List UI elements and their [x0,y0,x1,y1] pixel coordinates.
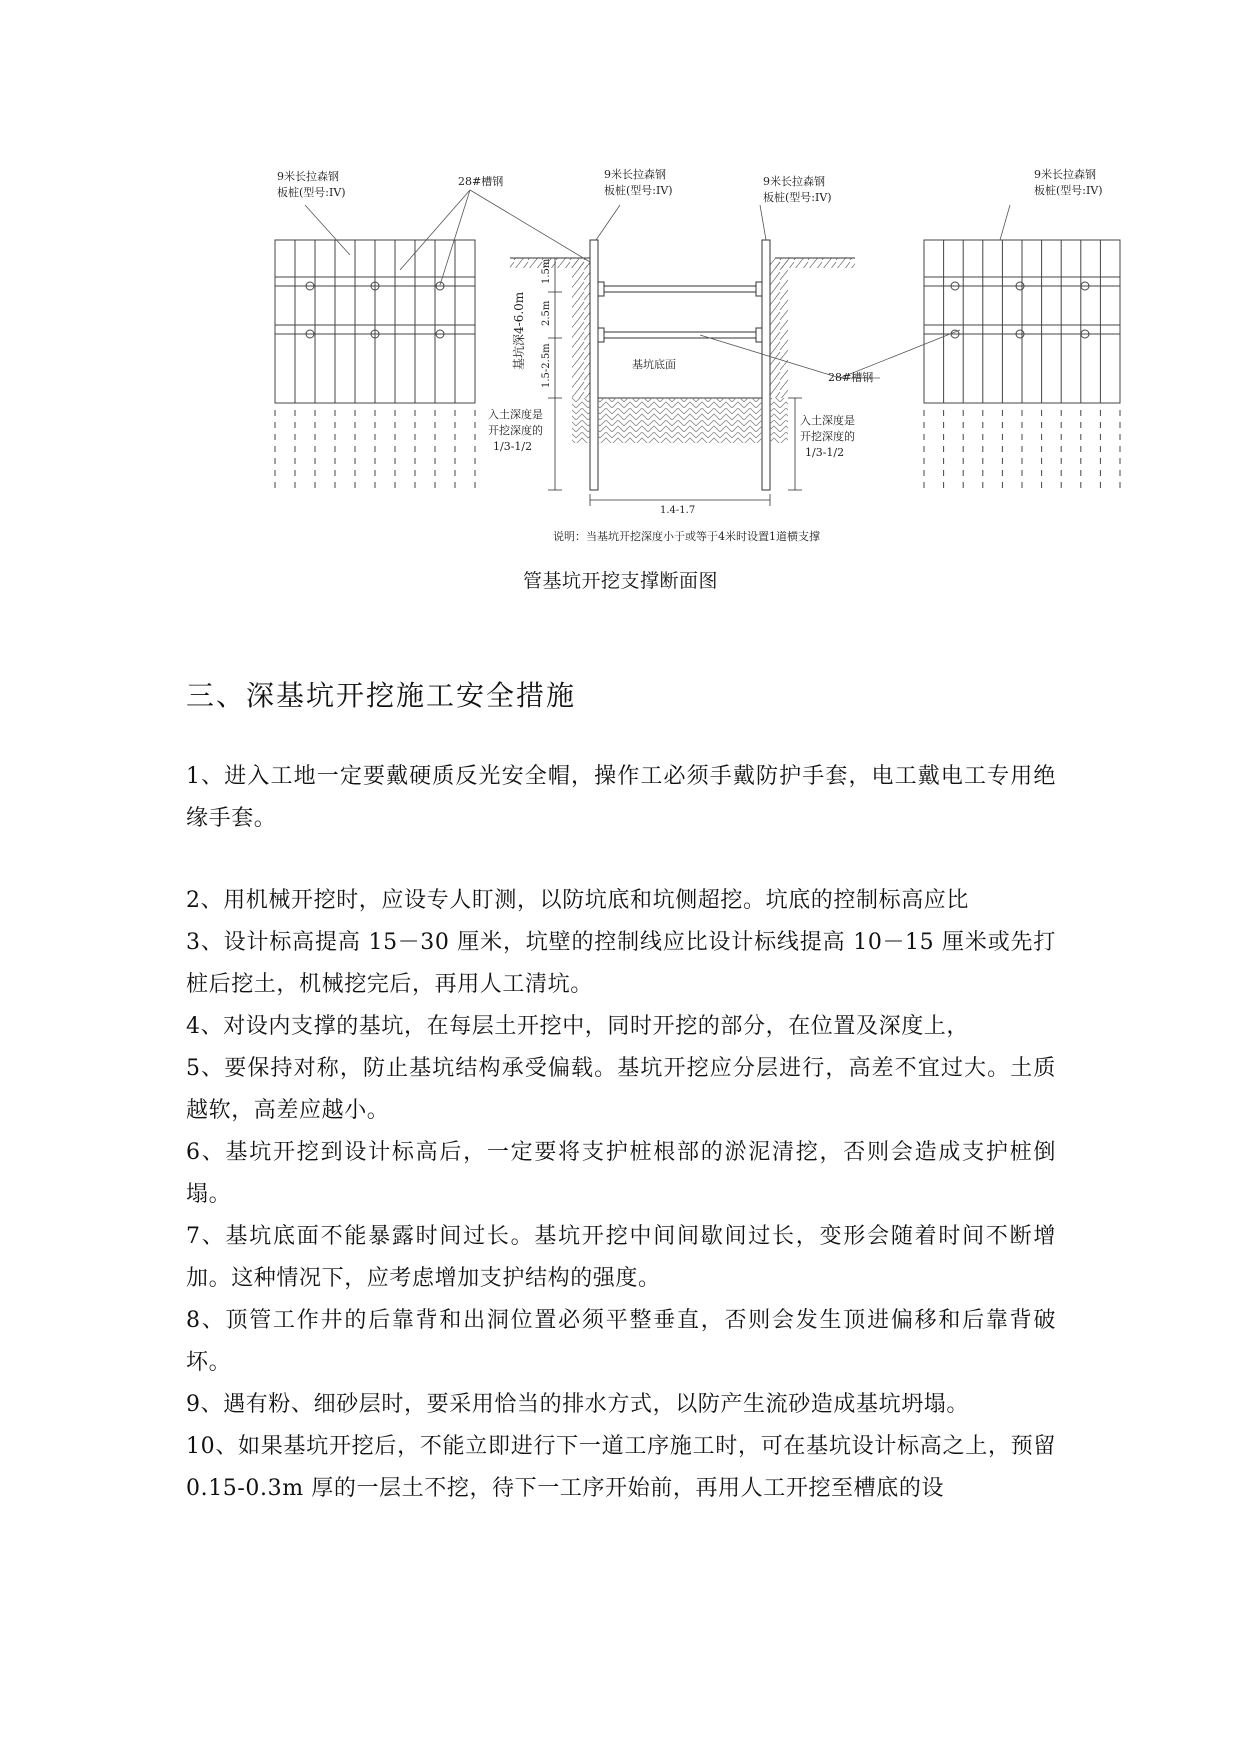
paragraph-2: 2、用机械开挖时，应设专人盯测，以防坑底和坑侧超挖。坑底的控制标高应比 [186,888,969,913]
pit-cross-section [510,240,855,506]
dim-top: 1.5m [541,258,552,284]
leader-lines [305,190,1010,378]
left-pile-label-line1: 9米长拉森钢 [277,170,339,183]
left-embed-line3: 1/3-1/2 [493,440,533,453]
left-sheet-pile-elevation [275,240,475,490]
section-heading: 三、深基坑开挖施工安全措施 [186,679,577,712]
center-right-pile-label-line1: 9米长拉森钢 [763,175,825,188]
center-right-pile-label-line2: 板桩(型号:IV) [763,191,832,204]
width-label: 1.4-1.7 [660,505,696,516]
paragraph-10: 10、如果基坑开挖后，不能立即进行下一道工序施工时，可在基坑设计标高之上，预留 0.15-0.3m 厚的一层土不挖，待下一工序开始前，再用人工开挖至槽底的设 [186,1434,1056,1501]
right-pile-label-line1: 9米长拉森钢 [1034,168,1096,181]
channel-steel-label-top: 28#槽钢 [458,175,504,188]
paragraph-3: 3、设计标高提高 15－30 厘米，坑壁的控制线应比设计标线提高 10－15 厘米或先打桩后挖土，机械挖完后，再用人工清坑。 [186,930,1056,997]
left-embed-line1: 入土深度是 [488,408,543,421]
paragraph-6: 6、基坑开挖到设计标高后，一定要将支护桩根部的淤泥清挖，否则会造成支护桩倒塌。 [186,1140,1056,1207]
paragraph-5: 5、要保持对称，防止基坑结构承受偏载。基坑开挖应分层进行，高差不宜过大。土质越软，高差应越小。 [186,1056,1056,1123]
dim-mid: 2.5m [541,300,552,326]
paragraph-9: 9、遇有粉、细砂层时，要采用恰当的排水方式，以防产生流砂造成基坑坍塌。 [186,1392,969,1417]
center-left-pile-label-line1: 9米长拉森钢 [604,168,666,181]
right-embed-line3: 1/3-1/2 [805,446,845,459]
right-embed-line2: 开挖深度的 [800,430,855,443]
center-left-pile-label-line2: 板桩(型号:IV) [604,184,673,197]
paragraph-8: 8、顶管工作井的后靠背和出洞位置必须平整垂直，否则会发生顶进偏移和后靠背破坏。 [186,1308,1056,1375]
paragraph-4: 4、对设内支撑的基坑，在每层土开挖中，同时开挖的部分，在位置及深度上， [186,1014,969,1039]
dim-bottom: 1.5-2.5m [541,343,552,388]
channel-steel-label-bottom: 28#槽钢 [828,371,874,384]
left-pile-label-line2: 板桩(型号:IV) [277,186,346,199]
right-sheet-pile-elevation [924,240,1120,490]
figure-note: 说明：当基坑开挖深度小于或等于4米时设置1道横支撑 [553,530,820,543]
left-embed-line2: 开挖深度的 [488,424,543,437]
paragraph-7: 7、基坑底面不能暴露时间过长。基坑开挖中间间歇间过长，变形会随着时间不断增加。这种情况下，应考虑增加支护结构的强度。 [186,1224,1056,1291]
right-embed-line1: 入土深度是 [800,414,855,427]
paragraph-1: 1、进入工地一定要戴硬质反光安全帽，操作工必须手戴防护手套，电工戴电工专用绝缘手套。 [186,764,1056,831]
pit-bottom-label: 基坑底面 [632,358,676,371]
pit-depth-label: 基坑深4-6.0m [512,291,526,370]
right-pile-label-line2: 板桩(型号:IV) [1034,184,1103,197]
excavation-support-section-diagram [255,150,1145,580]
figure-caption: 管基坑开挖支撑断面图 [522,570,718,592]
